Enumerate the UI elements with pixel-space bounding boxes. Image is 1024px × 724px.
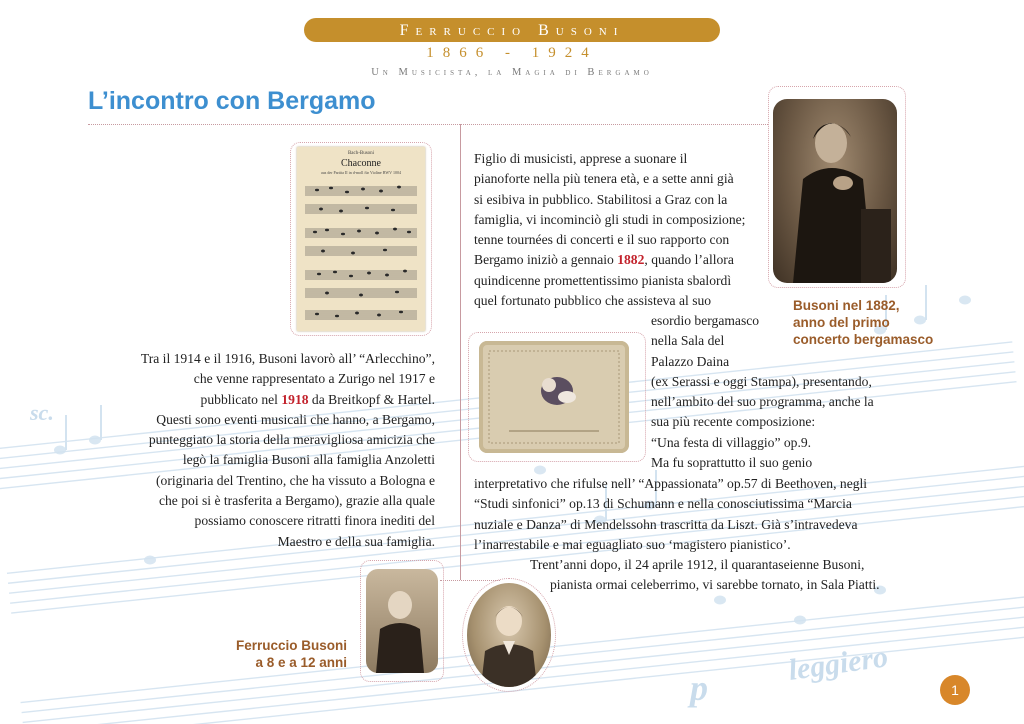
bg-mark-sc: sc. [30,400,54,425]
header-years: 1866 - 1924 [426,45,598,61]
text-line: l’inarrestabile e mai eguagliato suo ‘magistero pianistico’. [474,536,791,552]
program-image-frame [468,332,646,462]
text-line: famiglia, vi incominciò gli studi in composizione; [474,211,746,227]
text-line: legò la famiglia Busoni alla famiglia Anzoletti [182,452,435,468]
chaconne-score-image [297,147,425,331]
text-line: Tra il 1914 e il 1916, Busoni lavorò all’ “Arlecchino”, [140,351,435,366]
child-figure [366,569,438,673]
text-line: “Una festa di villaggio” op.9. [651,434,812,450]
text-line: “Studi sinfonici” op.13 di Schumann e nella conosciutissima “Marcia [474,496,852,512]
caption-line: Busoni nel 1882, [793,298,900,313]
childhood-photo-12-image [467,583,551,687]
score-header: Bach-Busoni [347,151,375,156]
text-line: Figlio di musicisti, apprese a suonare il [474,151,688,166]
header-name: Ferruccio Busoni [399,22,625,39]
caption-childhood [150,637,347,671]
text-line: Ma fu soprattutto il suo genio [651,455,813,471]
text-line: (ex Serassi e oggi Stampa), presentando, [651,373,872,389]
portrait-1882-frame [768,86,906,288]
seated-figure [773,99,897,283]
childhood-photo-8-image [366,569,438,673]
score-image-frame [290,142,432,336]
caption-line: Ferruccio Busoni [235,638,347,653]
text-line: (originaria del Trentino, che ha vissuto a Bologna e [156,472,435,488]
text-line: interpretativo che rifulse nell’ “Appassionata” op.57 di Beethoven, negli [474,476,868,491]
text-fragment: da Breitkopf & Hartel. [308,391,435,407]
text-line-highlight [474,250,774,270]
paragraph-right-bottom [474,474,914,596]
portrait-1882-image [773,99,897,283]
text-line: che poi si è trasferita a Bergamo), grazie alla quale [158,493,435,509]
paragraph-left [100,349,435,552]
paragraph-right-top [474,149,774,311]
program-illustration [479,341,629,453]
text-fragment: Bergamo iniziò a gennaio [474,252,618,268]
text-line: Palazzo Daina [651,353,730,369]
text-line: quel fortunato pubblico che assisteva al suo [474,293,712,309]
text-line: pianoforte nella più tenera età, e a sette anni già [474,171,734,187]
bg-mark-p: p [690,668,708,708]
text-line: nell’ambito del suo programma, anche la [651,394,874,410]
text-line: Questi sono eventi musicali che hanno, a Bergamo, [156,411,435,427]
text-fragment: pubblicato nel [200,391,282,407]
text-line: tenne tournées di concerti e il suo rapporto con [474,232,730,248]
highlight-year-1918: 1918 [281,391,309,407]
page-number: 1 [940,675,970,705]
score-staves [297,179,425,329]
caption-line: a 8 e a 12 anni [255,655,347,670]
text-line: sua più recente composizione: [651,414,816,430]
text-fragment: , quando l’allora [644,252,734,268]
text-line: punteggiato la storia della meravigliosa amicizia che [148,432,435,448]
text-line-indented: pianista ormai celeberrimo, vi sarebbe tornato, in Sala Piatti. [550,577,880,593]
child-figure [467,583,551,687]
text-line-indented: Trent’anni dopo, il 24 aprile 1912, il quarantaseienne Busoni, [530,557,865,573]
text-line: nella Sala del [651,333,725,349]
connector-line [460,124,461,580]
text-line: quindicenne promettentissimo pianista sbalordì [474,272,732,288]
paragraph-right-indented [651,311,901,473]
caption-line: concerto bergamasco [793,332,934,347]
page-title: L’incontro con Bergamo [88,87,376,115]
concert-program-image [479,341,629,453]
score-subtitle: aus der Partita II in d-moll für Violine BWV 1004 [321,170,401,175]
highlight-year-1882: 1882 [617,252,645,268]
text-line: che venne rappresentato a Zurigo nel 1917 e [193,371,435,387]
header-banner [304,18,720,42]
score-title: Chaconne [341,158,381,169]
title-divider [88,124,768,125]
header-subtitle: Un Musicista, la Magia di Bergamo [371,67,653,78]
caption-line: anno del primo [793,315,890,330]
text-line: nuziale e Danza” di Mendelssohn trascritta da Liszt. Già s’intravedeva [474,516,858,532]
text-line: possiamo conoscere ritratti finora inediti del [194,513,435,529]
text-line: si esibiva in pubblico. Stabilitosi a Graz con la [474,191,728,207]
text-line: Maestro e della sua famiglia. [277,533,435,549]
childhood-photo-8-frame [360,560,444,682]
text-line: esordio bergamasco [651,313,760,328]
bg-mark-leggiero: leggiero [786,640,890,687]
text-line-highlight [100,390,435,410]
